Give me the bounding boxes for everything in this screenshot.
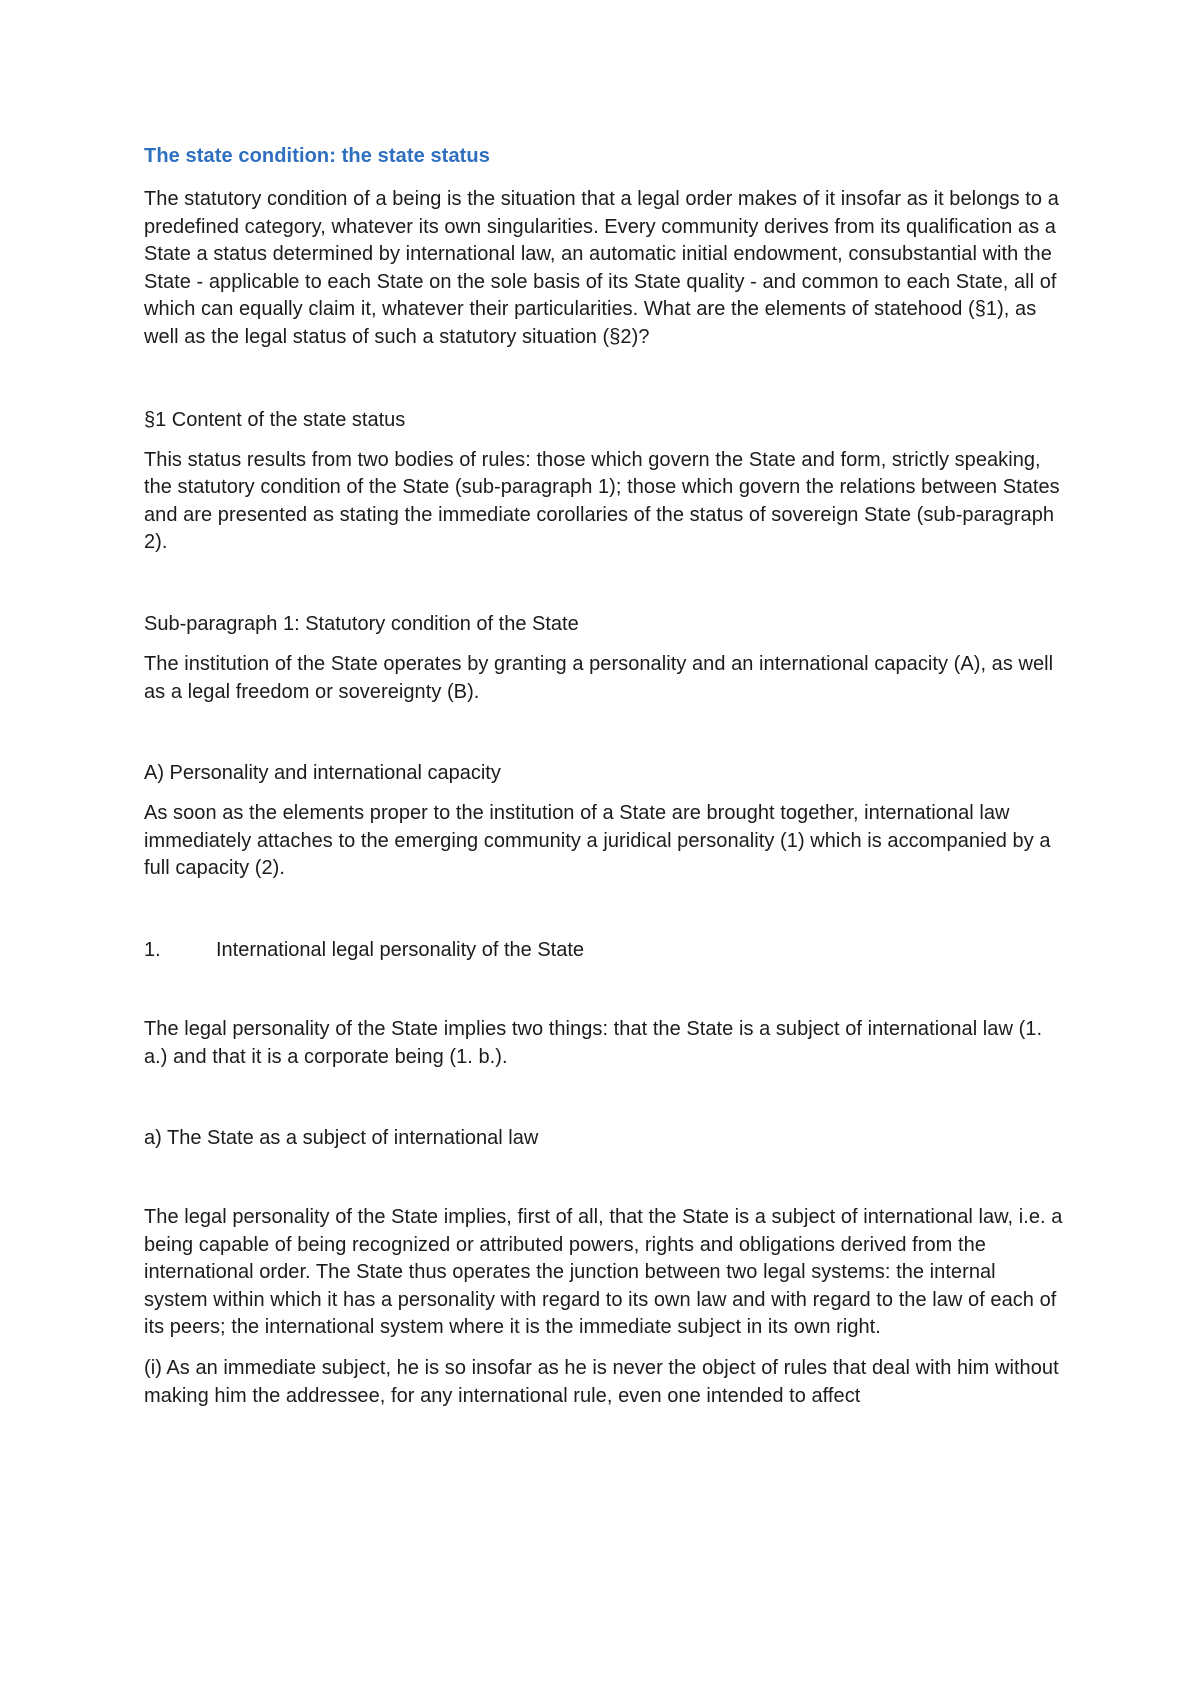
section-1-paragraph: This status results from two bodies of rules: those which govern the State and form, strictly speaking, the statutory condition of the State (sub-paragraph 1); those which govern the relations between States and are presented as stating the immediate corollaries of the status of sovereign State (sub-paragraph 2). xyxy=(144,448,1060,554)
item-1-title: International legal personality of the State xyxy=(216,938,585,961)
item-1a-point-i: (i) As an immediate subject, he is so insofar as he is never the object of rules that deal with him without making him the addressee, for any international rule, even one intended to affect xyxy=(144,1357,1059,1407)
subparagraph-1-heading: Sub-paragraph 1: Statutory condition of the State xyxy=(144,612,579,635)
part-a-heading: A) Personality and international capacity xyxy=(144,762,501,785)
document-body xyxy=(144,142,1064,1410)
item-1-number: 1. xyxy=(144,938,161,961)
item-1a-paragraph: The legal personality of the State implies, first of all, that the State is a subject of international law, i.e. a being capable of being recognized or attributed powers, rights and obligations derived from the international order. The State thus operates the junction between two legal systems: the internal system within which it has a personality with regard to its own law and with regard to the law of each of its peers; the international system where it is the immediate subject in its own right. xyxy=(144,1206,1063,1339)
part-a-paragraph: As soon as the elements proper to the institution of a State are brought together, international law immediately attaches to the emerging community a juridical personality (1) which is accompanied by a full capacity (2). xyxy=(144,802,1051,880)
section-1-heading: §1 Content of the state status xyxy=(144,408,406,431)
intro-paragraph: The statutory condition of a being is the situation that a legal order makes of it insofar as it belongs to a predefined category, whatever its own singularities. Every community derives from its qualification as a State a status determined by international law, an automatic initial endowment, consubstantial with the State - applicable to each State on the sole basis of its State quality - and common to each State, all of which can equally claim it, whatever their particularities. What are the elements of statehood (§1), as well as the legal status of such a statutory situation (§2)? xyxy=(144,188,1059,348)
item-1-heading xyxy=(144,936,1064,964)
subparagraph-1-paragraph: The institution of the State operates by granting a personality and an international capacity (A), as well as a legal freedom or sovereignty (B). xyxy=(144,652,1054,703)
document-title: The state condition: the state status xyxy=(144,145,490,167)
item-1-paragraph: The legal personality of the State implies two things: that the State is a subject of international law (1. a.) and that it is a corporate being (1. b.). xyxy=(144,1017,1043,1068)
item-1a-heading: a) The State as a subject of international law xyxy=(144,1127,539,1150)
